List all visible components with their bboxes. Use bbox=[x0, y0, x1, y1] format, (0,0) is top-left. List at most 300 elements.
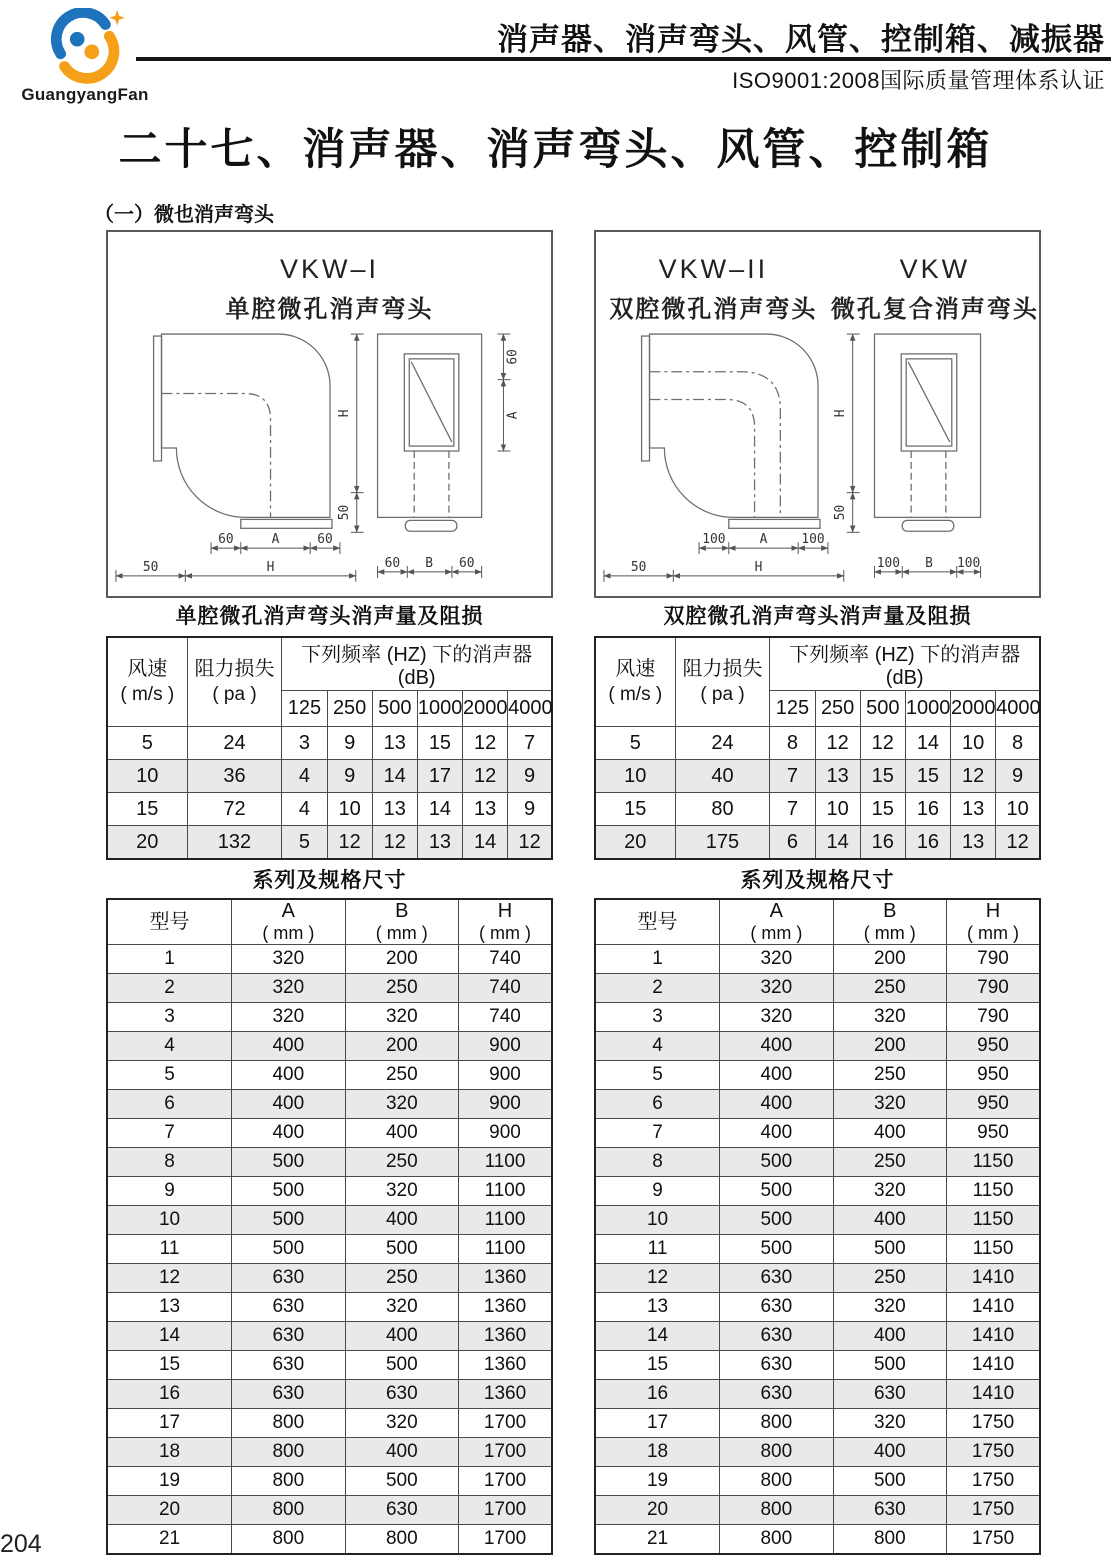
table-cell: 320 bbox=[345, 1293, 458, 1322]
table-cell: 12 bbox=[860, 727, 905, 760]
elbow-plan-view bbox=[642, 334, 820, 528]
table-cell: 630 bbox=[345, 1380, 458, 1409]
table-row bbox=[107, 974, 552, 1003]
table-row bbox=[595, 1351, 1040, 1380]
table-cell: 1150 bbox=[947, 1148, 1040, 1177]
table-cell: 1750 bbox=[947, 1496, 1040, 1525]
header-label: 阻力损失 bbox=[682, 658, 763, 680]
table-row bbox=[107, 1177, 552, 1206]
table-cell: 14 bbox=[595, 1322, 720, 1351]
panel-vkw1 bbox=[106, 230, 553, 1555]
freq-col: 4000 bbox=[996, 691, 1040, 727]
table-cell: 630 bbox=[720, 1293, 833, 1322]
table-row bbox=[595, 1119, 1040, 1148]
table-cell: 36 bbox=[187, 760, 282, 793]
dimension-label: 60 bbox=[384, 555, 401, 571]
table-cell: 500 bbox=[720, 1235, 833, 1264]
table-cell: 1750 bbox=[947, 1467, 1040, 1496]
table-cell: 16 bbox=[107, 1380, 232, 1409]
table-cell: 400 bbox=[720, 1032, 833, 1061]
table-cell: 320 bbox=[833, 1177, 946, 1206]
table-cell: 800 bbox=[232, 1438, 345, 1467]
diagram-box-vkw1 bbox=[106, 230, 553, 598]
table-cell: 19 bbox=[107, 1467, 232, 1496]
table-cell: 1360 bbox=[459, 1322, 552, 1351]
table-cell: 5 bbox=[282, 826, 327, 860]
table-row bbox=[595, 1322, 1040, 1351]
table-cell: 7 bbox=[508, 727, 552, 760]
table-row bbox=[107, 1409, 552, 1438]
table-cell: 400 bbox=[232, 1090, 345, 1119]
table-cell: 18 bbox=[107, 1438, 232, 1467]
table-cell: 320 bbox=[720, 1003, 833, 1032]
table-cell: 250 bbox=[833, 1148, 946, 1177]
table-row bbox=[107, 727, 552, 760]
table-cell: 630 bbox=[833, 1496, 946, 1525]
table-cell: 16 bbox=[905, 826, 950, 860]
table-cell: 320 bbox=[833, 1293, 946, 1322]
table-row bbox=[107, 1148, 552, 1177]
model-name: 双腔微孔消声弯头 bbox=[609, 296, 818, 323]
table-cell: 9 bbox=[107, 1177, 232, 1206]
header-unit: ( m/s ) bbox=[120, 684, 175, 705]
table-cell: 400 bbox=[232, 1119, 345, 1148]
table-cell: 11 bbox=[107, 1235, 232, 1264]
table-cell: 15 bbox=[595, 793, 675, 826]
table-row bbox=[595, 945, 1040, 974]
col-header-frequency: 下列频率 (HZ) 下的消声器 (dB) bbox=[282, 637, 552, 691]
table-cell: 790 bbox=[947, 974, 1040, 1003]
table-row bbox=[107, 1235, 552, 1264]
table-cell: 8 bbox=[107, 1148, 232, 1177]
header-rule bbox=[136, 57, 1111, 61]
table-cell: 200 bbox=[345, 945, 458, 974]
dimension-label: H bbox=[754, 559, 763, 575]
table-cell: 250 bbox=[833, 974, 946, 1003]
header-title: 消声器、消声弯头、风管、控制箱、减振器 bbox=[497, 22, 1105, 57]
table-cell: 400 bbox=[720, 1061, 833, 1090]
table-cell: 900 bbox=[459, 1119, 552, 1148]
table-cell: 1100 bbox=[459, 1235, 552, 1264]
table-cell: 740 bbox=[459, 945, 552, 974]
table-cell: 15 bbox=[595, 1351, 720, 1380]
model-name: 微孔复合消声弯头 bbox=[830, 296, 1039, 323]
header-label: 风速 bbox=[615, 658, 656, 680]
col-header-model: 型号 bbox=[107, 899, 232, 945]
freq-col: 2000 bbox=[951, 691, 996, 727]
table-cell: 10 bbox=[327, 793, 372, 826]
table-cell: 740 bbox=[459, 1003, 552, 1032]
table-row bbox=[107, 1061, 552, 1090]
table-cell: 800 bbox=[720, 1496, 833, 1525]
header-unit: ( mm ) bbox=[479, 923, 531, 943]
dimension-label: B bbox=[925, 555, 933, 571]
table-row bbox=[107, 1380, 552, 1409]
table-cell: 13 bbox=[815, 760, 860, 793]
table-cell: 8 bbox=[770, 727, 815, 760]
table-cell: 10 bbox=[951, 727, 996, 760]
table-row bbox=[107, 1322, 552, 1351]
table-cell: 20 bbox=[595, 1496, 720, 1525]
table-row bbox=[595, 1032, 1040, 1061]
table-cell: 630 bbox=[720, 1264, 833, 1293]
col-header-speed bbox=[595, 637, 675, 727]
col-header-loss bbox=[675, 637, 770, 727]
table-cell: 12 bbox=[463, 760, 508, 793]
dimension-label: 50 bbox=[142, 559, 159, 575]
table-cell: 72 bbox=[187, 793, 282, 826]
table-row bbox=[107, 945, 552, 974]
header-unit: ( mm ) bbox=[750, 923, 803, 943]
table-cell: 900 bbox=[459, 1032, 552, 1061]
table-cell: 630 bbox=[232, 1351, 345, 1380]
table-cell: 10 bbox=[815, 793, 860, 826]
table-row bbox=[107, 1467, 552, 1496]
table-cell: 400 bbox=[833, 1206, 946, 1235]
freq-col: 500 bbox=[860, 691, 905, 727]
table-row bbox=[595, 1206, 1040, 1235]
table-cell: 320 bbox=[232, 974, 345, 1003]
table-cell: 9 bbox=[327, 727, 372, 760]
header-unit: ( mm ) bbox=[262, 923, 315, 943]
table-cell: 800 bbox=[720, 1467, 833, 1496]
spec-table-vkw2 bbox=[594, 898, 1041, 1555]
table-row bbox=[595, 760, 1040, 793]
table-cell: 10 bbox=[107, 1206, 232, 1235]
table-cell: 900 bbox=[459, 1061, 552, 1090]
table-row bbox=[107, 1293, 552, 1322]
table-row bbox=[107, 1119, 552, 1148]
table-cell: 320 bbox=[833, 1090, 946, 1119]
model-code: VKW bbox=[899, 254, 971, 284]
table-cell: 24 bbox=[675, 727, 770, 760]
table-cell: 950 bbox=[947, 1061, 1040, 1090]
table-cell: 10 bbox=[996, 793, 1040, 826]
dimension-label: 100 bbox=[801, 532, 825, 548]
table-cell: 12 bbox=[508, 826, 552, 860]
table-cell: 400 bbox=[345, 1206, 458, 1235]
header-unit: ( pa ) bbox=[212, 684, 257, 705]
table-cell: 500 bbox=[833, 1351, 946, 1380]
table-cell: 3 bbox=[107, 1003, 232, 1032]
table-cell: 630 bbox=[232, 1322, 345, 1351]
header-label: H bbox=[985, 900, 1001, 922]
table-cell: 630 bbox=[232, 1380, 345, 1409]
table-cell: 5 bbox=[595, 727, 675, 760]
table-cell: 1700 bbox=[459, 1438, 552, 1467]
table-cell: 17 bbox=[107, 1409, 232, 1438]
table-cell: 3 bbox=[282, 727, 327, 760]
table-cell: 21 bbox=[107, 1525, 232, 1555]
col-header-speed bbox=[107, 637, 187, 727]
table-cell: 17 bbox=[595, 1409, 720, 1438]
section-heading: （一）微也消声弯头 bbox=[94, 204, 274, 226]
table-cell: 13 bbox=[951, 826, 996, 860]
dimension-label: 50 bbox=[832, 504, 848, 521]
table-cell: 320 bbox=[345, 1177, 458, 1206]
table-cell: 630 bbox=[720, 1322, 833, 1351]
table-cell: 400 bbox=[833, 1438, 946, 1467]
header-label: 风速 bbox=[127, 658, 168, 680]
freq-col: 1000 bbox=[417, 691, 462, 727]
table-cell: 1150 bbox=[947, 1206, 1040, 1235]
table-cell: 200 bbox=[833, 945, 946, 974]
dimension-label: 100 bbox=[876, 555, 900, 571]
table-cell: 12 bbox=[996, 826, 1040, 860]
table-cell: 12 bbox=[595, 1264, 720, 1293]
table-cell: 132 bbox=[187, 826, 282, 860]
table-cell: 9 bbox=[996, 760, 1040, 793]
table-row bbox=[595, 1148, 1040, 1177]
table-cell: 24 bbox=[187, 727, 282, 760]
dimension-label: A bbox=[505, 411, 521, 420]
table-cell: 320 bbox=[345, 1409, 458, 1438]
table-row bbox=[595, 1293, 1040, 1322]
table-cell: 4 bbox=[107, 1032, 232, 1061]
logo-swirl-icon bbox=[37, 8, 133, 84]
table-cell: 5 bbox=[107, 1061, 232, 1090]
table-cell: 800 bbox=[232, 1467, 345, 1496]
table-cell: 15 bbox=[860, 760, 905, 793]
table-cell: 800 bbox=[232, 1409, 345, 1438]
header-label: A bbox=[281, 900, 295, 922]
table-cell: 16 bbox=[905, 793, 950, 826]
table-cell: 1360 bbox=[459, 1264, 552, 1293]
col-header-frequency: 下列频率 (HZ) 下的消声器 (dB) bbox=[770, 637, 1040, 691]
table-row bbox=[595, 1235, 1040, 1264]
table-cell: 800 bbox=[232, 1525, 345, 1555]
table-cell: 800 bbox=[232, 1496, 345, 1525]
table-row bbox=[595, 826, 1040, 860]
table-cell: 4 bbox=[282, 760, 327, 793]
table-row bbox=[107, 760, 552, 793]
table-cell: 175 bbox=[675, 826, 770, 860]
table-cell: 21 bbox=[595, 1525, 720, 1555]
col-header-a bbox=[720, 899, 833, 945]
header-label: A bbox=[769, 900, 783, 922]
page-title: 二十七、消声器、消声弯头、风管、控制箱 bbox=[118, 126, 993, 174]
table-cell: 950 bbox=[947, 1090, 1040, 1119]
col-header-h bbox=[947, 899, 1040, 945]
table-cell: 320 bbox=[232, 945, 345, 974]
certification-text: ISO9001:2008国际质量管理体系认证 bbox=[732, 68, 1105, 93]
table-cell: 790 bbox=[947, 945, 1040, 974]
table-cell: 250 bbox=[833, 1264, 946, 1293]
table-cell: 1700 bbox=[459, 1496, 552, 1525]
table-cell: 12 bbox=[327, 826, 372, 860]
table-cell: 630 bbox=[833, 1380, 946, 1409]
table-cell: 8 bbox=[595, 1148, 720, 1177]
table-cell: 80 bbox=[675, 793, 770, 826]
table-cell: 9 bbox=[327, 760, 372, 793]
header-label: H bbox=[497, 900, 513, 922]
table-cell: 8 bbox=[996, 727, 1040, 760]
table-row bbox=[595, 727, 1040, 760]
table-cell: 500 bbox=[720, 1206, 833, 1235]
table-cell: 1360 bbox=[459, 1380, 552, 1409]
table-cell: 20 bbox=[107, 826, 187, 860]
table-cell: 7 bbox=[107, 1119, 232, 1148]
spec-table-caption: 系列及规格尺寸 bbox=[252, 869, 407, 892]
table-cell: 800 bbox=[833, 1525, 946, 1555]
table-cell: 1750 bbox=[947, 1409, 1040, 1438]
table-cell: 500 bbox=[345, 1235, 458, 1264]
header-unit: ( mm ) bbox=[863, 923, 916, 943]
table-row bbox=[107, 793, 552, 826]
table-cell: 900 bbox=[459, 1090, 552, 1119]
table-cell: 1150 bbox=[947, 1177, 1040, 1206]
table-cell: 3 bbox=[595, 1003, 720, 1032]
model-code: VKW–I bbox=[279, 254, 380, 284]
table-cell: 320 bbox=[833, 1409, 946, 1438]
dimension-label: 60 bbox=[459, 555, 475, 571]
table-cell: 4 bbox=[282, 793, 327, 826]
table-cell: 740 bbox=[459, 974, 552, 1003]
table-cell: 1410 bbox=[947, 1293, 1040, 1322]
table-cell: 10 bbox=[107, 760, 187, 793]
table-cell: 1150 bbox=[947, 1235, 1040, 1264]
table-cell: 5 bbox=[107, 727, 187, 760]
table-cell: 20 bbox=[595, 826, 675, 860]
table-cell: 1700 bbox=[459, 1467, 552, 1496]
table-row bbox=[595, 1467, 1040, 1496]
dimension-label: 50 bbox=[336, 504, 352, 521]
table-cell: 400 bbox=[833, 1119, 946, 1148]
table-cell: 800 bbox=[720, 1409, 833, 1438]
company-logo bbox=[18, 8, 152, 105]
table-row bbox=[107, 1438, 552, 1467]
table-cell: 500 bbox=[345, 1351, 458, 1380]
table-row bbox=[595, 1090, 1040, 1119]
table-cell: 6 bbox=[770, 826, 815, 860]
table-cell: 500 bbox=[720, 1148, 833, 1177]
diagram-box-vkw2 bbox=[594, 230, 1041, 598]
spec-table-caption: 系列及规格尺寸 bbox=[740, 869, 895, 892]
table-cell: 400 bbox=[232, 1061, 345, 1090]
table-cell: 400 bbox=[345, 1119, 458, 1148]
table-cell: 17 bbox=[417, 760, 462, 793]
table-cell: 1100 bbox=[459, 1148, 552, 1177]
table-cell: 400 bbox=[345, 1438, 458, 1467]
table-cell: 500 bbox=[833, 1467, 946, 1496]
table-cell: 1750 bbox=[947, 1438, 1040, 1467]
table-cell: 790 bbox=[947, 1003, 1040, 1032]
table-cell: 320 bbox=[720, 974, 833, 1003]
noise-table-vkw1 bbox=[106, 636, 553, 860]
table-row bbox=[595, 1380, 1040, 1409]
header-label: B bbox=[883, 900, 897, 922]
table-row bbox=[595, 1061, 1040, 1090]
table-row bbox=[107, 826, 552, 860]
table-cell: 9 bbox=[508, 760, 552, 793]
header-unit: ( m/s ) bbox=[608, 684, 663, 705]
table-cell: 630 bbox=[345, 1496, 458, 1525]
noise-table-vkw2 bbox=[594, 636, 1041, 860]
table-row bbox=[107, 1003, 552, 1032]
table-cell: 14 bbox=[417, 793, 462, 826]
table-cell: 14 bbox=[107, 1322, 232, 1351]
dimension-label: A bbox=[271, 532, 280, 548]
table-cell: 16 bbox=[595, 1380, 720, 1409]
table-cell: 15 bbox=[905, 760, 950, 793]
freq-col: 4000 bbox=[508, 691, 552, 727]
freq-col: 125 bbox=[282, 691, 327, 727]
header-label: B bbox=[395, 900, 409, 922]
table-cell: 2 bbox=[107, 974, 232, 1003]
col-header-b bbox=[833, 899, 946, 945]
table-row bbox=[107, 1351, 552, 1380]
table-row bbox=[595, 1003, 1040, 1032]
dimension-label: 50 bbox=[630, 559, 647, 575]
col-header-a bbox=[232, 899, 345, 945]
table-cell: 9 bbox=[508, 793, 552, 826]
table-cell: 15 bbox=[417, 727, 462, 760]
table-cell: 10 bbox=[595, 1206, 720, 1235]
table-cell: 250 bbox=[345, 1061, 458, 1090]
table-cell: 500 bbox=[833, 1235, 946, 1264]
table-cell: 19 bbox=[595, 1467, 720, 1496]
dimension-label: 60 bbox=[317, 532, 333, 548]
table-row bbox=[595, 974, 1040, 1003]
freq-col: 1000 bbox=[905, 691, 950, 727]
col-header-b bbox=[345, 899, 458, 945]
table-row bbox=[595, 1264, 1040, 1293]
freq-col: 250 bbox=[815, 691, 860, 727]
table-cell: 13 bbox=[463, 793, 508, 826]
table-row bbox=[595, 1525, 1040, 1555]
table-cell: 7 bbox=[595, 1119, 720, 1148]
table-cell: 9 bbox=[595, 1177, 720, 1206]
table-cell: 1 bbox=[595, 945, 720, 974]
table-cell: 630 bbox=[232, 1264, 345, 1293]
dimension-label: 100 bbox=[957, 555, 981, 571]
table-cell: 500 bbox=[720, 1177, 833, 1206]
table-cell: 6 bbox=[107, 1090, 232, 1119]
table-row bbox=[107, 1206, 552, 1235]
table-cell: 40 bbox=[675, 760, 770, 793]
table-cell: 10 bbox=[595, 760, 675, 793]
dimension-label: H bbox=[266, 559, 275, 575]
table-cell: 13 bbox=[417, 826, 462, 860]
table-cell: 14 bbox=[815, 826, 860, 860]
logo-text: GuangyangFan bbox=[21, 85, 149, 104]
table-cell: 7 bbox=[770, 760, 815, 793]
table-cell: 500 bbox=[232, 1206, 345, 1235]
table-row bbox=[107, 1032, 552, 1061]
table-row bbox=[595, 1177, 1040, 1206]
table-cell: 1360 bbox=[459, 1293, 552, 1322]
table-cell: 1750 bbox=[947, 1525, 1040, 1555]
header-label: 阻力损失 bbox=[194, 658, 275, 680]
table-cell: 320 bbox=[345, 1090, 458, 1119]
table-cell: 500 bbox=[232, 1235, 345, 1264]
elbow-plan-view bbox=[154, 334, 332, 528]
freq-col: 2000 bbox=[463, 691, 508, 727]
table-cell: 5 bbox=[595, 1061, 720, 1090]
table-cell: 250 bbox=[345, 1148, 458, 1177]
table-cell: 250 bbox=[345, 974, 458, 1003]
dimension-label: B bbox=[425, 555, 433, 571]
table-cell: 12 bbox=[463, 727, 508, 760]
table-cell: 13 bbox=[107, 1293, 232, 1322]
table-cell: 15 bbox=[107, 793, 187, 826]
panel-vkw2 bbox=[594, 230, 1041, 1555]
table-cell: 1410 bbox=[947, 1380, 1040, 1409]
table-cell: 12 bbox=[107, 1264, 232, 1293]
table-row bbox=[107, 1090, 552, 1119]
table-cell: 14 bbox=[372, 760, 417, 793]
dimension-label: 60 bbox=[218, 532, 234, 548]
